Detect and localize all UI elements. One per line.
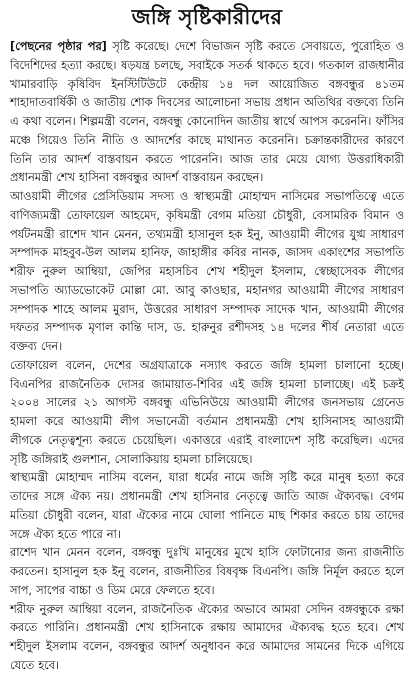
continuation-kicker: [পেছনের পৃষ্ঠার পর] <box>10 40 107 53</box>
news-article <box>10 0 404 678</box>
article-paragraph-3: তোফায়েল বলেন, দেশের অগ্রযাত্রাকে নস্যাৎ করতে জঙ্গি হামলা চালানো হচ্ছে। বিএনপির রাজনৈতিক দোসর জামায়াত-শিবির এই জঙ্গি হামলা চালাচ্ছে। এই চক্রই ২০০৪ সালের ২১ আগস্ট বঙ্গবন্ধু এভিনিউয়ে আওয়ামী লীগের জনসভায় গ্রেনেড হামলা করে আওয়ামী লীগ সভানেত্রী বর্তমান প্রধানমন্ত্রী শেখ হাসিনাসহ আওয়ামী লীগকে নেতৃত্বশূন্য করতে চেয়েছিল। একাত্তরে এরাই বাংলাদেশ সৃষ্টি করেছিল। এদের সৃষ্টি জঙ্গিরাই গুলশান, সোলাকিয়ায় হামলা চালিয়েছে। <box>10 358 404 466</box>
article-body <box>10 38 404 676</box>
paragraph-text: সৃষ্টি করেছে। দেশে বিভাজন সৃষ্টি করতে সেবায়তে, পুরোহিত ও বিদেশিদের হত্যা করছে। ষড়যন্ত্র চলছে, সবাইকে সতর্ক থাকতে হবে। গতকাল রাজধানীর খামারবাড়ি কৃষিবিদ ইনস্টিটিউটে কেন্দ্রীয় ১৪ দল আয়োজিত বঙ্গবন্ধুর ৪১তম শাহাদাতবার্ষিকী ও জাতীয় শোক দিবসের আলোচনা সভায় প্রধান অতিথির বক্তব্যে তিনি এ কথা বলেন। শিল্পমন্ত্রী বলেন, বঙ্গবন্ধু কোনোদিন জাতীয় স্বার্থে আপস করেননি। ফাঁসির মঞ্চে গিয়েও তিনি নীতি ও আদর্শের কাছে মাথানত করেননি। চক্রান্তকারীদের কারণে তিনি তার আদর্শ বাস্তবায়ন করতে পারেননি। আজ তার মেয়ে যোগ্য উত্তরাধিকারী প্রধানমন্ত্রী শেখ হাসিনা বঙ্গবন্ধুর আদর্শ বাস্তবায়ন করছেন। <box>10 40 405 185</box>
article-paragraph-2: আওয়ামী লীগের প্রেসিডিয়াম সদস্য ও স্বাস্থ্যমন্ত্রী মোহাম্মদ নাসিমের সভাপতিত্বে এতে বাণিজ্যমন্ত্রী তোফায়েল আহমেদ, কৃষিমন্ত্রী বেগম মতিয়া চৌধুরী, বেসামরিক বিমান ও পর্যটনমন্ত্রী রাশেদ খান মেনন, তথ্যমন্ত্রী হাসানুল হক ইনু, আওয়ামী লীগের যুগ্ম সাধারণ সম্পাদক মাহবুব-উল আলম হানিফ, জাহাঙ্গীর কবির নানক, জাসদ একাংশের সভাপতি শরীফ নুরুল আম্বিয়া, জেপির মহাসচিব শেখ শহীদুল ইসলাম, স্বেচ্ছাসেবক লীগের সভাপতি অ্যাডভোকেট মোল্লা মো. আবু কাওছার, মহানগর আওয়ামী লীগের সাধারণ সম্পাদক শাহে আলম মুরাদ, উত্তরের সাধারণ সম্পাদক সাদেক খান, আওয়ামী লীগের দফতর সম্পাদক মৃণাল কান্তি দাস, ড. হারুনুর রশীদসহ ১৪ দলের শীর্ষ নেতারা এতে বক্তব্য দেন। <box>10 190 404 353</box>
article-headline: জঙ্গি সৃষ্টিকারীদের <box>131 4 283 29</box>
article-paragraph-4: স্বাস্থ্যমন্ত্রী মোহাম্মদ নাসিম বলেন, যারা ধর্মের নামে জঙ্গি সৃষ্টি করে মানুষ হত্যা করে তাদের সঙ্গে ঐক্য নয়। প্রধানমন্ত্রী শেখ হাসিনার নেতৃত্বে জাতি আজ ঐক্যবদ্ধ। বেগম মতিয়া চৌধুরী বলেন, যারা ঐক্যের নামে ঘোলা পানিতে মাছ শিকার করতে চায় তাদের সঙ্গে ঐক্য হতে পারে না। <box>10 471 404 541</box>
article-paragraph-5: রাশেদ খান মেনন বলেন, বঙ্গবন্ধু দুঃখি মানুষের মুখে হাসি ফোটানোর জন্য রাজনীতি করতেন। হাসানুল হক ইনু বলেন, রাজনীতির বিষবৃক্ষ বিএনপি। জঙ্গি নির্মূল করতে হলে সাপ, সাপের বাচ্চা ও ডিম মেরে ফেলতে হবে। <box>10 546 404 597</box>
article-paragraph-6: শরীফ নুরুল আম্বিয়া বলেন, রাজনৈতিক ঐক্যের অভাবে আমরা সেদিন বঙ্গবন্ধুকে রক্ষা করতে পারিনি। প্রধানমন্ত্রী শেখ হাসিনাকে রক্ষায় আমাদের ঐক্যবদ্ধ হতে হবে। শেখ শহীদুল ইসলাম বলেন, বঙ্গবন্ধুর আদর্শ অনুধাবন করে আমাদের সামনের দিকে এগিয়ে যেতে হবে। <box>10 602 404 672</box>
article-paragraph-1 <box>10 38 404 188</box>
